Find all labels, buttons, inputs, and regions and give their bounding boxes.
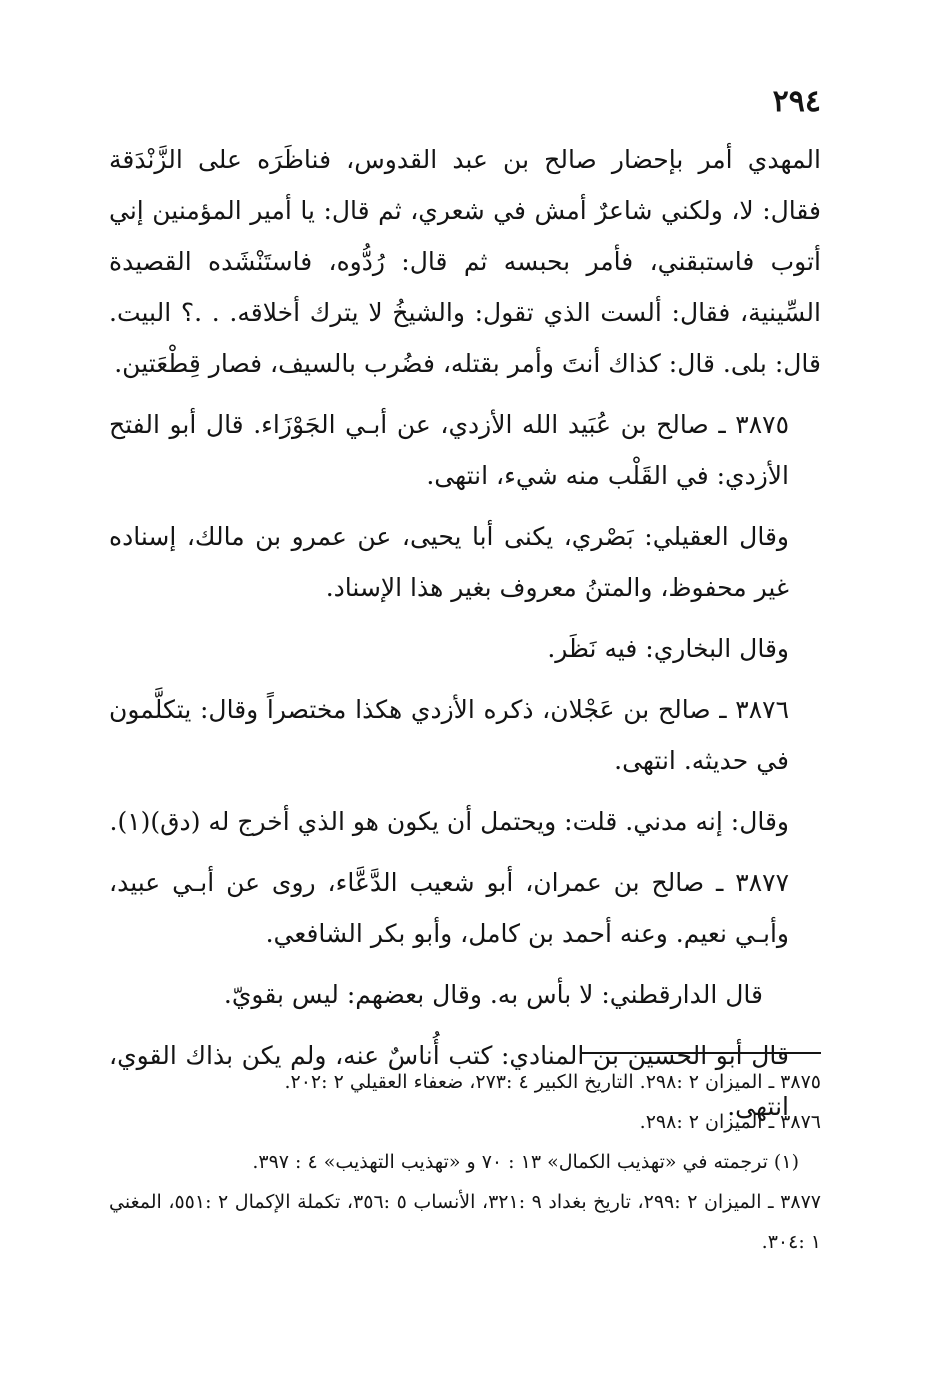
paragraph-bukhari: وقال البخاري: فيه نَظَر.: [547, 634, 789, 663]
paragraph-madani: وقال: إنه مدني. قلت: ويحتمل أن يكون هو الذي أخرج له (دق)(١).: [109, 807, 789, 836]
paragraph-munadi: قال أبو الحسين بن المنادي: كتب أُناسٌ عنه، ولم يكن بذاك القوي، انتهى.: [109, 1041, 789, 1121]
main-text: [109, 134, 821, 1142]
footnotes: [109, 1062, 821, 1262]
footnote-1: (١) ترجمته في «تهذيب الكمال» ١٣ : ٧٠ و «تهذيب التهذيب» ٤ : ٣٩٧.: [252, 1151, 799, 1173]
paragraph-uqaili: وقال العقيلي: بَصْري، يكنى أبا يحيى، عن عمرو بن مالك، إسناده غير محفوظ، والمتنُ معروف بغير هذا الإسناد.: [109, 522, 789, 602]
entry-3877: ٣٨٧٧ ـ صالح بن عمران، أبو شعيب الدَّعَّاء، روى عن أبـي عبيد، وأبـي نعيم. وعنه أحمد بن كامل، وأبو بكر الشافعي.: [109, 868, 789, 948]
footnote-3876: ٣٨٧٦ ـ الميزان ٢ :٢٩٨.: [639, 1111, 821, 1133]
footnote-3875: ٣٨٧٥ ـ الميزان ٢ :٢٩٨. التاريخ الكبير ٤ :٢٧٣، ضعفاء العقيلي ٢ :٢٠٢.: [284, 1071, 821, 1093]
entry-3876: ٣٨٧٦ ـ صالح بن عَجْلان، ذكره الأزدي هكذا مختصراً وقال: يتكلَّمون في حديثه. انتهى.: [109, 695, 789, 775]
footnote-divider: [581, 1052, 821, 1054]
footnote-3877: ٣٨٧٧ ـ الميزان ٢ :٢٩٩، تاريخ بغداد ٩ :٣٢١، الأنساب ٥ :٣٥٦، تكملة الإكمال ٢ :٥٥١، المغني ١ :٣٠٤.: [109, 1191, 821, 1253]
paragraph-daraqutni: قال الدارقطني: لا بأس به. وقال بعضهم: ليس بقويّ.: [223, 980, 763, 1009]
entry-3875: ٣٨٧٥ ـ صالح بن عُبَيد الله الأزدي، عن أبـي الجَوْزَاء. قال أبو الفتح الأزدي: في القَلْب منه شيء، انتهى.: [109, 410, 789, 490]
paragraph-continuation: المهدي أمر بإحضار صالح بن عبد القدوس، فناظَرَه على الزَّنْدَقة فقال: لا، ولكني شاعرٌ أمش في شعري، ثم قال: يا أمير المؤمنين إني أتوب فاستبقني، فأمر بحبسه ثم قال: رُدُّوه، فاستَنْشَده القصيدة السِّينية، فقال: ألست الذي تقول: والشيخُ لا يترك أخلاقه. . .؟ البيت. قال: بلى. قال: كذاك أنتَ وأمر بقتله، فضُرب بالسيف، فصار قِطْعَتين.: [109, 145, 821, 378]
page-number: ٢٩٤: [772, 84, 821, 119]
